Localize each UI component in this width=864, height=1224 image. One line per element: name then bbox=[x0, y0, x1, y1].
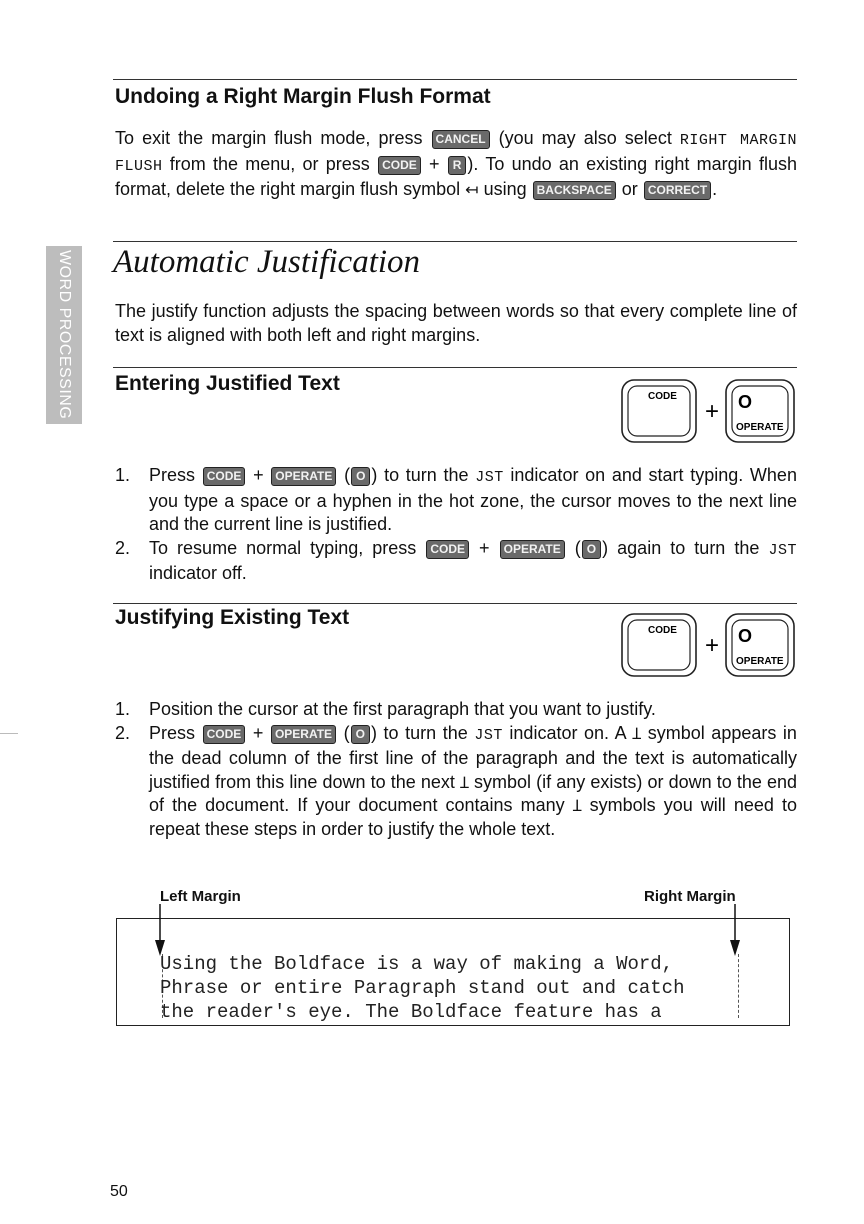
menu-option-code: RIGHT MARGIN FLUSH bbox=[115, 132, 797, 175]
entering-rule bbox=[113, 367, 797, 368]
undo-heading: Undoing a Right Margin Flush Format bbox=[115, 85, 491, 108]
code-key: CODE bbox=[203, 467, 246, 486]
o-key: O bbox=[351, 467, 370, 486]
list-item bbox=[115, 698, 797, 722]
flush-symbol-icon: ↤ bbox=[465, 180, 479, 199]
list-item bbox=[115, 464, 797, 537]
code-operate-key-combo-icon bbox=[620, 378, 798, 446]
plus-sign: + bbox=[253, 465, 264, 485]
section-tab-label: WORD PROCESSING bbox=[56, 250, 73, 420]
combo-code-label: CODE bbox=[648, 625, 677, 636]
step-number: 1. bbox=[115, 465, 131, 485]
step-text: symbols you will need to repeat these steps in order to justify the whole text. bbox=[149, 795, 797, 839]
cancel-key: CANCEL bbox=[432, 130, 490, 149]
auto-heading: Automatic Justification bbox=[113, 244, 421, 280]
top-rule bbox=[113, 79, 797, 80]
undo-text: (you may also select bbox=[498, 128, 672, 148]
plus-sign: + bbox=[479, 537, 490, 558]
justify-symbol-icon: Ʇ bbox=[460, 772, 469, 792]
o-key: O bbox=[582, 540, 601, 559]
step-text: Press bbox=[149, 465, 196, 485]
step-text: To resume normal typing, press bbox=[149, 537, 417, 558]
left-edge-mark bbox=[0, 733, 18, 734]
code-key: CODE bbox=[378, 156, 421, 175]
code-operate-key-combo-icon bbox=[620, 612, 798, 680]
plus-sign: + bbox=[428, 153, 440, 174]
combo-code-label: CODE bbox=[648, 391, 677, 402]
existing-heading: Justifying Existing Text bbox=[115, 606, 350, 629]
operate-key: OPERATE bbox=[271, 467, 336, 486]
jst-indicator-code: JST bbox=[475, 469, 504, 486]
step-text: ( bbox=[343, 722, 350, 743]
right-margin-guide bbox=[738, 954, 739, 1018]
step-number: 2. bbox=[115, 722, 131, 743]
list-item bbox=[115, 722, 797, 842]
combo-o-label: O bbox=[738, 392, 753, 412]
right-margin-arrow-icon bbox=[725, 904, 745, 960]
combo-plus: + bbox=[705, 632, 720, 659]
step-text: Position the cursor at the first paragraph that you want to justify. bbox=[149, 699, 656, 719]
undo-paragraph bbox=[115, 127, 797, 202]
existing-rule bbox=[113, 603, 797, 604]
undo-text: from the menu, or press bbox=[169, 153, 370, 174]
page-number: 50 bbox=[110, 1183, 128, 1200]
step-text: ) to turn the bbox=[371, 465, 469, 485]
step-text: Press bbox=[149, 722, 196, 743]
jst-indicator-code: JST bbox=[474, 726, 503, 744]
step-text: ) again to turn the bbox=[602, 537, 760, 558]
combo-plus: + bbox=[705, 398, 720, 425]
undo-text: or bbox=[621, 179, 638, 199]
step-number: 2. bbox=[115, 537, 131, 558]
backspace-key: BACKSPACE bbox=[533, 181, 616, 200]
undo-text: . bbox=[712, 179, 718, 199]
entering-heading: Entering Justified Text bbox=[115, 372, 340, 395]
operate-key: OPERATE bbox=[500, 540, 565, 559]
step-text: ) to turn the bbox=[370, 722, 468, 743]
undo-text: using bbox=[483, 179, 527, 199]
o-key: O bbox=[351, 725, 370, 744]
sample-line: the reader's eye. The Boldface feature has a bbox=[160, 1001, 662, 1023]
step-text: ( bbox=[344, 465, 351, 485]
jst-indicator-code: JST bbox=[768, 541, 797, 559]
sample-text-block bbox=[160, 952, 685, 1024]
combo-o-label: O bbox=[738, 626, 753, 646]
step-text: ( bbox=[574, 537, 581, 558]
r-key: R bbox=[448, 156, 467, 175]
right-margin-label: Right Margin bbox=[644, 888, 736, 905]
code-key: CODE bbox=[426, 540, 469, 559]
section-tab bbox=[46, 246, 82, 424]
code-key: CODE bbox=[203, 725, 246, 744]
correct-key: CORRECT bbox=[644, 181, 711, 200]
auto-paragraph: The justify function adjusts the spacing between words so that every complete line of text is aligned with both left and right margins. bbox=[115, 301, 797, 345]
list-item bbox=[115, 537, 797, 586]
combo-operate-label: OPERATE bbox=[736, 656, 784, 667]
step-text: indicator on and start typing. When you type a space or a hyphen in the hot zone, the cursor moves to the next line and the current line is justified. bbox=[149, 465, 797, 534]
left-margin-label: Left Margin bbox=[160, 888, 241, 905]
step-text: symbol appears in the dead column of the first line of the paragraph and the text is automatically justified from this line down to the next bbox=[149, 722, 797, 792]
combo-operate-label: OPERATE bbox=[736, 422, 784, 433]
step-text: indicator on. A bbox=[509, 722, 626, 743]
auto-rule bbox=[113, 241, 797, 242]
plus-sign: + bbox=[252, 722, 264, 743]
step-text: symbol (if any exists) or down to the end of the document. If your document contains many bbox=[149, 771, 797, 815]
step-number: 1. bbox=[115, 699, 131, 719]
sample-line: Phrase or entire Paragraph stand out and catch bbox=[160, 977, 685, 999]
undo-text: ). To undo an existing right margin flush format, delete the right margin flush symbol bbox=[115, 153, 797, 199]
justify-symbol-icon: Ʇ bbox=[632, 723, 642, 743]
existing-steps bbox=[115, 698, 797, 841]
step-text: indicator off. bbox=[149, 563, 247, 583]
undo-text: To exit the margin flush mode, press bbox=[115, 128, 423, 148]
entering-steps bbox=[115, 464, 797, 586]
sample-line: Using the Boldface is a way of making a Word, bbox=[160, 953, 674, 975]
operate-key: OPERATE bbox=[271, 725, 336, 744]
justify-symbol-icon: Ʇ bbox=[572, 796, 582, 815]
